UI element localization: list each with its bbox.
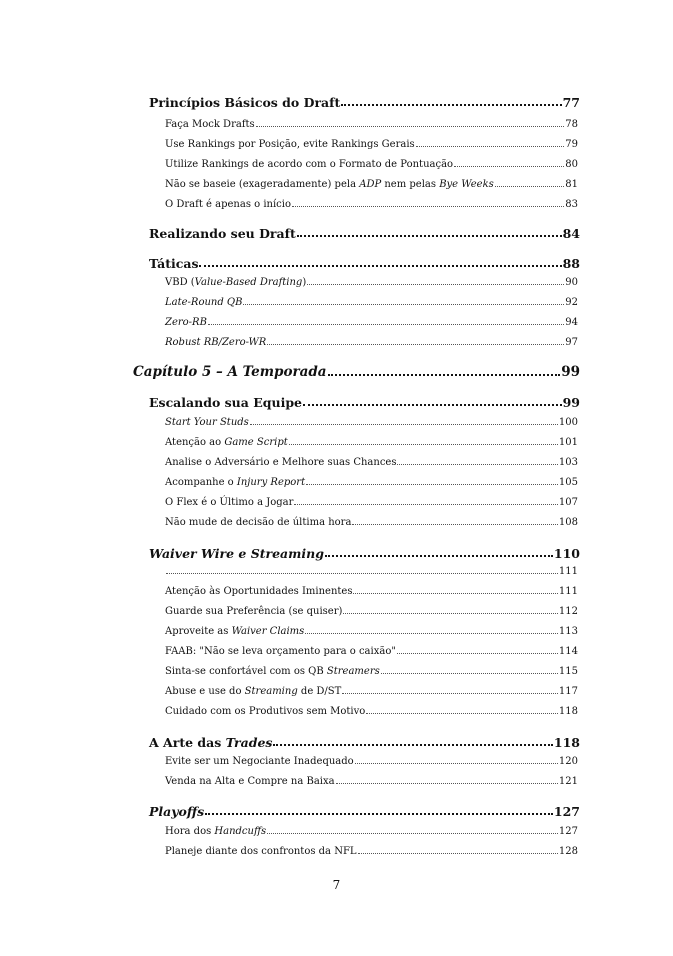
toc-title-part: Waiver Wire e Streaming xyxy=(149,546,324,561)
toc-title-part: Planeje diante dos confrontos da NFL xyxy=(165,846,357,857)
toc-entry-title xyxy=(165,159,453,170)
toc-section xyxy=(149,226,580,241)
toc-subentry xyxy=(165,477,578,488)
toc-title-part: Utilize Rankings de acordo com o Formato de Pontuação xyxy=(165,159,454,170)
toc-title-part: Princípios Básicos do Draft xyxy=(149,95,341,110)
toc-page-number: 100 xyxy=(558,417,578,428)
dot-leader xyxy=(397,464,557,465)
toc-entry-title xyxy=(165,139,415,150)
toc-subentry xyxy=(165,139,578,150)
toc-title-part: Robust RB/Zero-WR xyxy=(165,337,267,348)
toc-page-number: 115 xyxy=(558,666,578,677)
toc-title-part: Não se baseie (exageradamente) pela xyxy=(165,179,360,190)
toc-entry-title xyxy=(149,546,324,561)
toc-subentry xyxy=(165,626,578,637)
toc-title-part: Playoffs xyxy=(149,804,205,819)
toc-subentry xyxy=(165,846,578,857)
toc-title-part: Atenção ao xyxy=(165,437,225,448)
toc-title-part: O Flex é o Último a Jogar xyxy=(165,497,294,508)
toc-subentry xyxy=(165,566,578,577)
dot-leader xyxy=(267,833,558,834)
toc-title-part: Escalando sua Equipe xyxy=(149,395,303,410)
toc-title-part: Sinta-se confortável com os QB xyxy=(165,666,327,677)
toc-subentry xyxy=(165,586,578,597)
toc-entry-title xyxy=(165,626,304,637)
toc-title-part: Venda na Alta e Compre na Baixa xyxy=(165,776,335,787)
toc-page-number: 121 xyxy=(558,776,578,787)
toc-page-number: 105 xyxy=(558,477,578,488)
toc-title-part: Não mude de decisão de última hora xyxy=(165,517,352,528)
dot-leader xyxy=(353,593,557,594)
dot-leader xyxy=(205,813,553,815)
toc-entry-title xyxy=(165,666,380,677)
toc-entry-title xyxy=(165,417,249,428)
toc-subentry xyxy=(165,159,578,170)
toc-entry-title xyxy=(165,277,306,288)
toc-title-part: Analise o Adversário e Melhore suas Chances xyxy=(165,457,397,468)
toc-title-part: Use Rankings por Posição, evite Rankings Gerais xyxy=(165,139,415,150)
toc-page-number: 111 xyxy=(558,566,578,577)
toc-entry-title xyxy=(165,706,365,717)
toc-page-number: 120 xyxy=(558,756,578,767)
toc-title-part: A Arte das xyxy=(149,735,226,750)
toc-entry-title xyxy=(165,846,357,857)
dot-leader xyxy=(250,424,558,425)
dot-leader xyxy=(256,126,565,127)
dot-leader xyxy=(397,653,558,654)
toc-entry-title xyxy=(165,517,351,528)
toc-page-number: 113 xyxy=(558,626,578,637)
toc-title-part: Handcuffs xyxy=(214,826,267,837)
toc-chapter xyxy=(133,364,580,380)
dot-leader xyxy=(325,555,553,557)
dot-leader xyxy=(341,104,561,106)
toc-title-part: nem pelas xyxy=(381,179,440,190)
dot-leader xyxy=(416,146,565,147)
toc-section xyxy=(149,804,580,819)
toc-subentry xyxy=(165,337,578,348)
dot-leader xyxy=(358,853,558,854)
toc-entry-title xyxy=(165,826,266,837)
dot-leader xyxy=(273,744,552,746)
toc-page-number: 103 xyxy=(558,457,578,468)
toc-subentry xyxy=(165,706,578,717)
toc-title-part: Start Your Studs xyxy=(165,417,249,428)
dot-leader xyxy=(289,444,558,445)
toc-subentry xyxy=(165,686,578,697)
toc-entry-title xyxy=(165,776,335,787)
toc-entry-title xyxy=(133,364,327,380)
page-number: 7 xyxy=(332,878,341,892)
toc-subentry xyxy=(165,497,578,508)
toc-title-part: Injury Report xyxy=(236,477,306,488)
dot-leader xyxy=(495,186,564,187)
toc-page-number: 118 xyxy=(558,706,578,717)
toc-entry-title xyxy=(165,457,396,468)
toc-entry-title xyxy=(165,586,352,597)
dot-leader xyxy=(352,524,557,525)
toc-page-number: 114 xyxy=(558,646,578,657)
toc-title-part: Capítulo 5 – A Temporada xyxy=(133,364,327,380)
toc-subentry xyxy=(165,317,578,328)
toc-title-part: Acompanhe o xyxy=(165,477,237,488)
toc-entry-title xyxy=(149,226,296,241)
toc-entry-title xyxy=(165,497,293,508)
toc-page-number: 88 xyxy=(562,256,580,271)
dot-leader xyxy=(306,484,558,485)
dot-leader xyxy=(343,613,557,614)
toc-subentry xyxy=(165,756,578,767)
toc-title-part: Value-Based Drafting xyxy=(194,277,303,288)
toc-page-number: 128 xyxy=(558,846,578,857)
toc-title-part: Atenção às Oportunidades Iminentes xyxy=(165,586,353,597)
dot-leader xyxy=(208,324,564,325)
toc-title-part: Trades xyxy=(225,735,273,750)
toc-title-part: FAAB: "Não se leva orçamento para o caixão" xyxy=(165,646,396,657)
toc-page-number: 79 xyxy=(565,139,578,150)
toc-page-number: 110 xyxy=(553,546,580,561)
toc-title-part: Táticas xyxy=(149,256,199,271)
toc-title-part: O Draft é apenas o início xyxy=(165,199,291,210)
toc-title-part: ) xyxy=(302,277,307,288)
toc-subentry xyxy=(165,417,578,428)
toc-page-number: 101 xyxy=(558,437,578,448)
toc-title-part: Realizando seu Draft xyxy=(149,226,296,241)
toc-title-part: Aproveite as xyxy=(165,626,232,637)
toc-page-number: 127 xyxy=(558,826,578,837)
toc-title-part: Hora dos xyxy=(165,826,215,837)
toc-entry-title xyxy=(165,477,305,488)
toc-page-number: 83 xyxy=(565,199,578,210)
dot-leader xyxy=(166,573,558,574)
toc-section xyxy=(149,395,580,410)
toc-subentry xyxy=(165,826,578,837)
toc-page-number: 99 xyxy=(561,364,580,380)
toc-entry-title xyxy=(165,686,341,697)
toc-entry-title xyxy=(165,646,396,657)
toc-page-number: 81 xyxy=(565,179,578,190)
toc-entry-title xyxy=(149,395,302,410)
dot-leader xyxy=(305,633,558,634)
toc-page-number: 118 xyxy=(553,735,580,750)
toc-entry-title xyxy=(165,756,354,767)
toc-subentry xyxy=(165,666,578,677)
dot-leader xyxy=(294,504,558,505)
toc-entry-title xyxy=(149,735,272,750)
toc-entry-title xyxy=(149,256,198,271)
toc-page-number: 112 xyxy=(558,606,578,617)
toc-page-number: 97 xyxy=(565,337,578,348)
dot-leader xyxy=(267,344,564,345)
dot-leader xyxy=(199,265,561,267)
toc-page-number: 117 xyxy=(558,686,578,697)
toc-entry-title xyxy=(149,95,340,110)
dot-leader xyxy=(243,304,564,305)
dot-leader xyxy=(307,284,564,285)
dot-leader xyxy=(355,763,558,764)
toc-entry-title xyxy=(165,437,288,448)
dot-leader xyxy=(336,783,558,784)
toc-entry-title xyxy=(149,804,204,819)
toc-entry-title xyxy=(165,179,494,190)
toc-page-number: 127 xyxy=(553,804,580,819)
toc-title-part: ADP xyxy=(359,179,382,190)
toc-section xyxy=(149,256,580,271)
toc-entry-title xyxy=(165,199,291,210)
toc-title-part: Streaming xyxy=(244,686,298,697)
toc-page-number: 90 xyxy=(565,277,578,288)
dot-leader xyxy=(297,235,562,237)
toc-subentry xyxy=(165,179,578,190)
toc-title-part: Waiver Claims xyxy=(231,626,305,637)
toc-page-number: 84 xyxy=(562,226,580,241)
toc-subentry xyxy=(165,776,578,787)
toc-entry-title xyxy=(165,297,242,308)
toc-title-part: Streamers xyxy=(326,666,380,677)
toc-title-part: de D/ST xyxy=(297,686,342,697)
toc-subentry xyxy=(165,457,578,468)
toc-title-part: Abuse e use do xyxy=(165,686,245,697)
toc-entry-title xyxy=(165,317,207,328)
toc-page-number: 92 xyxy=(565,297,578,308)
toc-page-number: 77 xyxy=(562,95,580,110)
toc-title-part: Faça Mock Drafts xyxy=(165,119,255,130)
toc-title-part: Bye Weeks xyxy=(439,179,494,190)
toc-title-part: Zero-RB xyxy=(165,317,207,328)
toc-subentry xyxy=(165,119,578,130)
toc-section xyxy=(149,95,580,110)
toc-page-number: 99 xyxy=(562,395,580,410)
dot-leader xyxy=(366,713,558,714)
toc-page-number: 78 xyxy=(565,119,578,130)
toc-title-part: Evite ser um Negociante Inadequado xyxy=(165,756,354,767)
dot-leader xyxy=(328,374,561,376)
toc-subentry xyxy=(165,437,578,448)
dot-leader xyxy=(454,166,564,167)
toc-subentry xyxy=(165,517,578,528)
toc-entry-title xyxy=(165,337,266,348)
dot-leader xyxy=(303,404,562,406)
toc-subentry xyxy=(165,277,578,288)
toc-title-part: Guarde sua Preferência (se quiser) xyxy=(165,606,343,617)
dot-leader xyxy=(342,693,558,694)
toc-title-part: Game Script xyxy=(224,437,288,448)
toc-subentry xyxy=(165,199,578,210)
dot-leader xyxy=(381,673,558,674)
toc-page-number: 80 xyxy=(565,159,578,170)
toc-page-number: 94 xyxy=(565,317,578,328)
toc-page-number: 111 xyxy=(558,586,578,597)
toc-entry-title xyxy=(165,119,255,130)
toc-subentry xyxy=(165,646,578,657)
toc-section xyxy=(149,546,580,561)
toc-page-number: 107 xyxy=(558,497,578,508)
toc-title-part: VBD ( xyxy=(165,277,195,288)
toc-section xyxy=(149,735,580,750)
toc-subentry xyxy=(165,606,578,617)
toc-page-number: 108 xyxy=(558,517,578,528)
dot-leader xyxy=(292,206,564,207)
toc-subentry xyxy=(165,297,578,308)
toc-entry-title xyxy=(165,606,342,617)
toc-title-part: Late-Round QB xyxy=(165,297,243,308)
toc-title-part: Cuidado com os Produtivos sem Motivo xyxy=(165,706,366,717)
